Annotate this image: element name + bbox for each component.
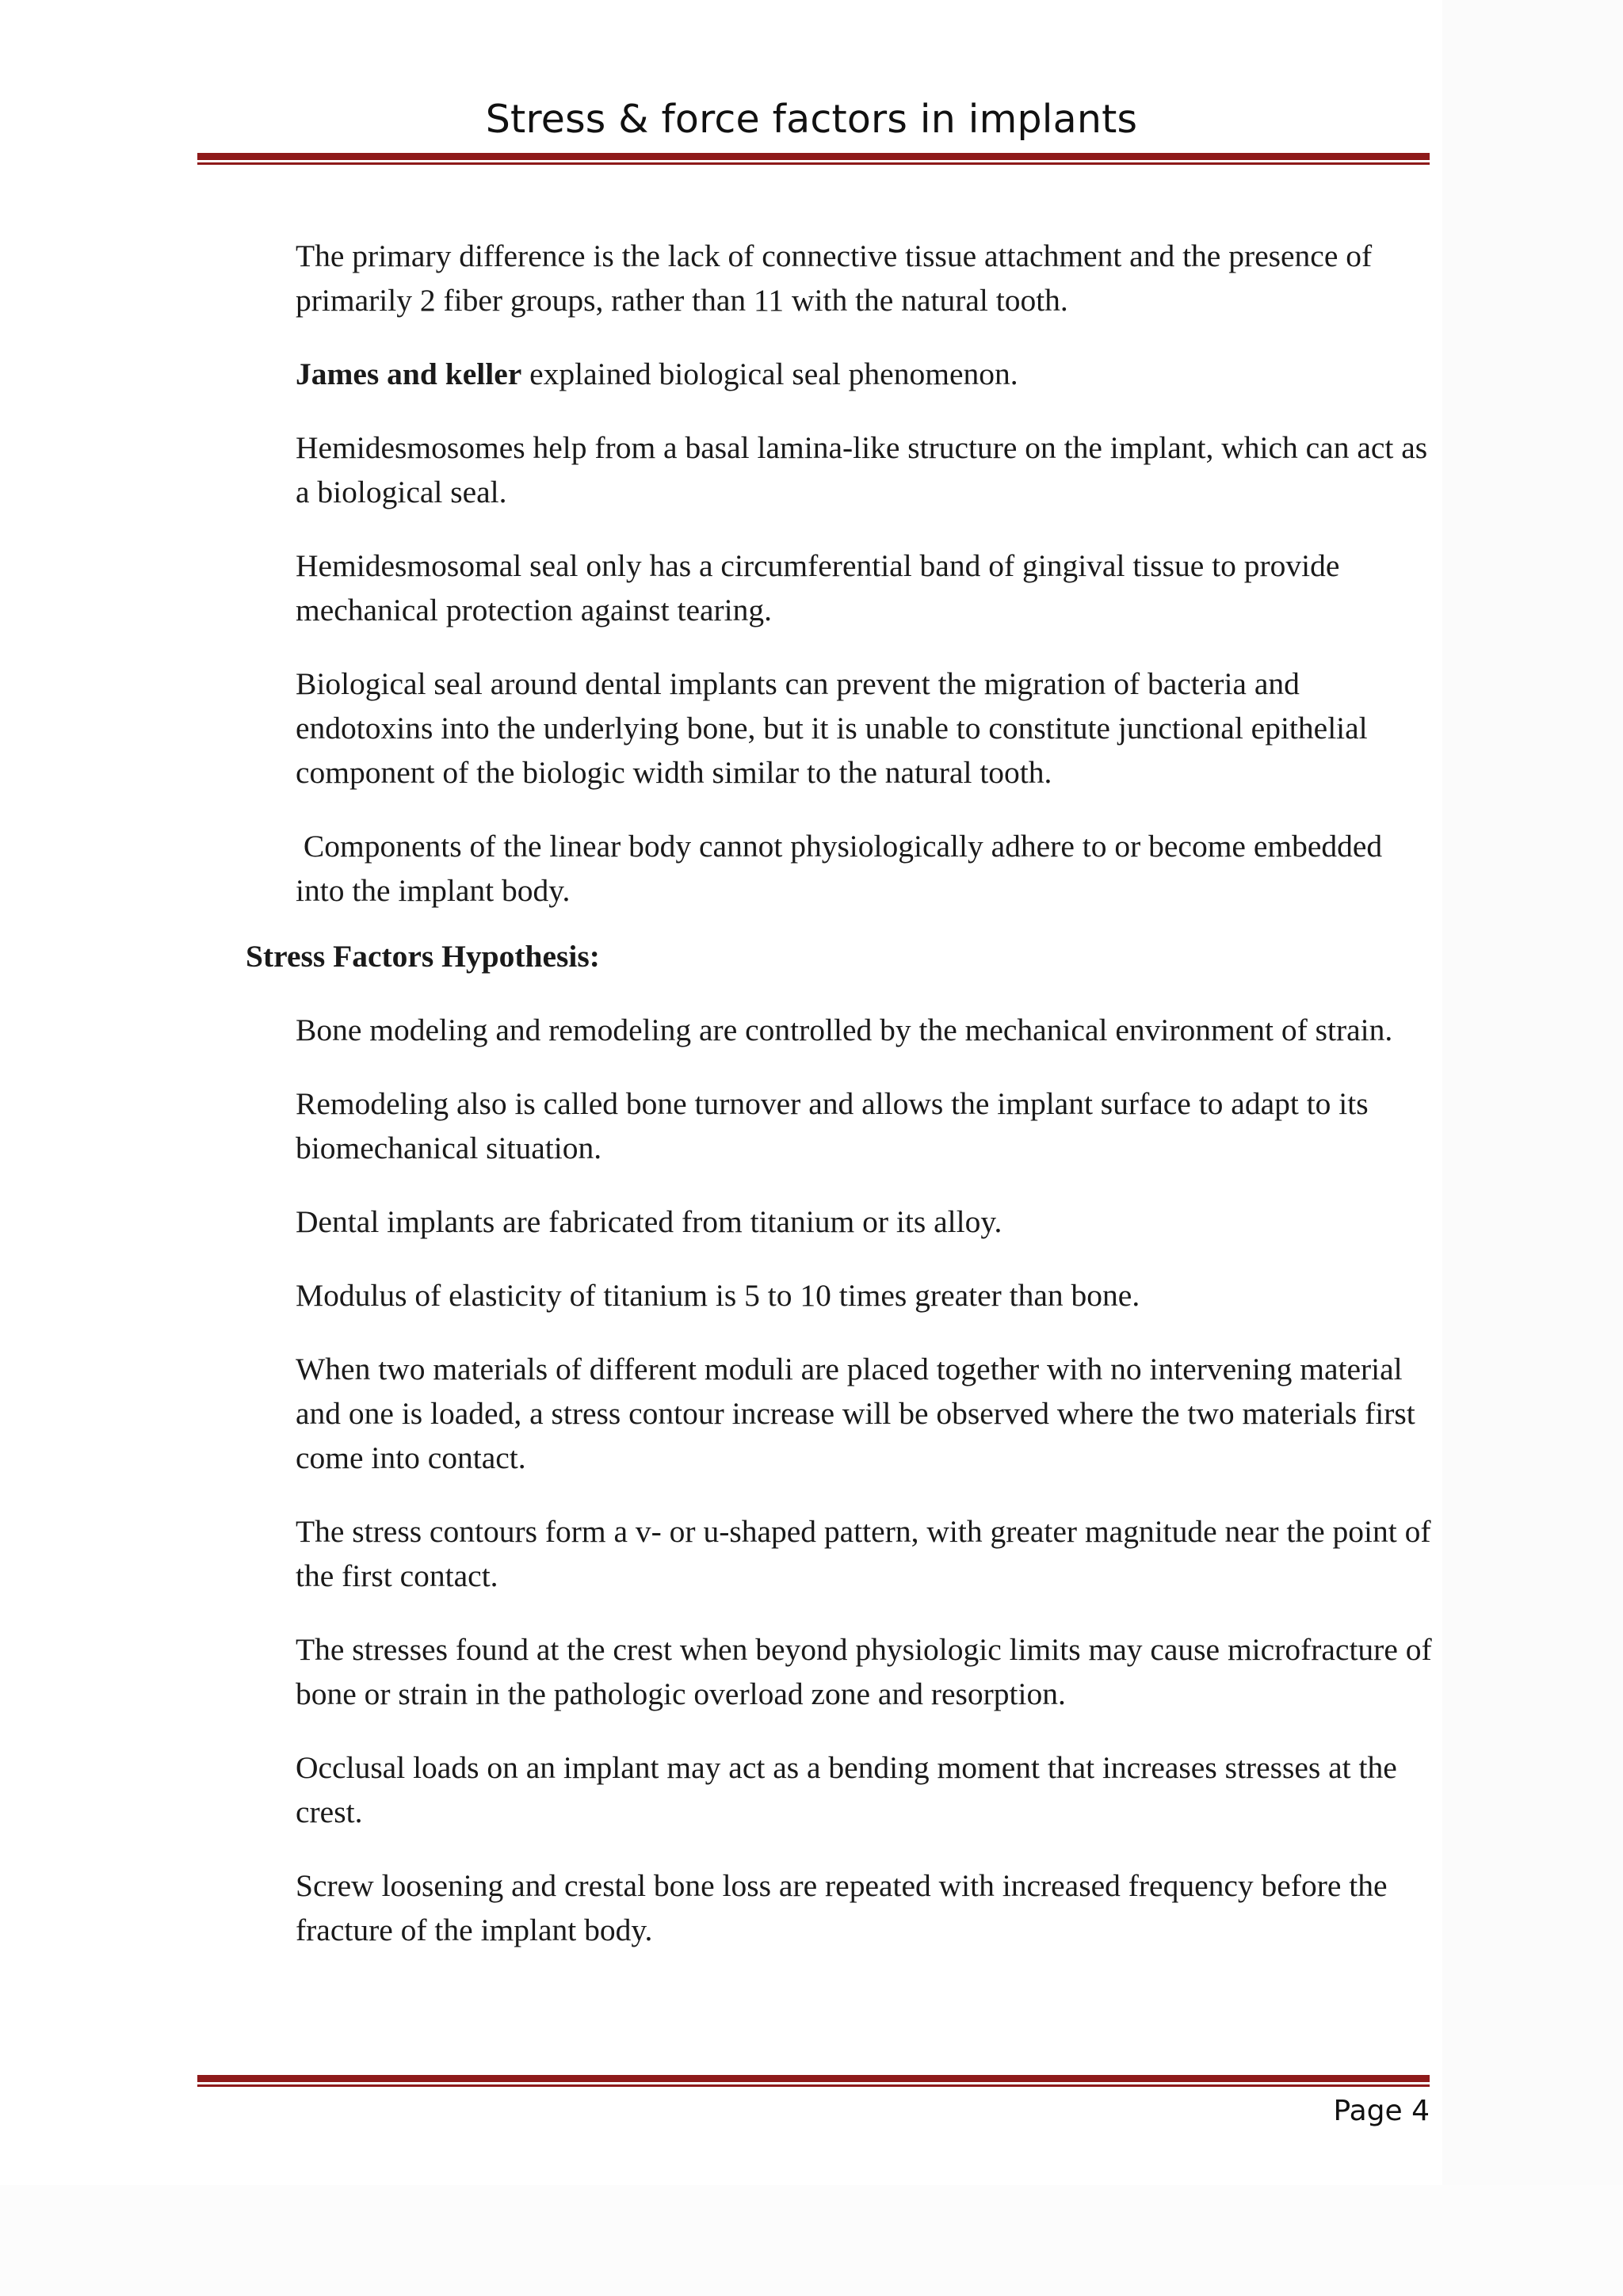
list-item-text: Bone modeling and remodeling are controlled by the mechanical environment of strain. [296, 1013, 1393, 1047]
document-body [246, 234, 1434, 1981]
footer-rule-thin [197, 2084, 1430, 2087]
list-item [246, 352, 1434, 396]
page-bottom-shade [0, 2185, 1623, 2296]
list-item-text: When two materials of different moduli are placed together with no intervening material and one is loaded, a stress contour increase will be observed where the two materials first come into contact. [296, 1352, 1415, 1475]
header-rule-thin [197, 162, 1430, 165]
list-item [246, 1081, 1434, 1170]
list-item-text: Screw loosening and crestal bone loss are repeated with increased frequency before the fracture of the implant body. [296, 1868, 1388, 1947]
header-rule-thick [197, 153, 1430, 160]
list-item [246, 824, 1434, 913]
list-item [246, 1273, 1434, 1318]
list-item-text: The stress contours form a v- or u-shaped pattern, with greater magnitude near the point of the first contact. [296, 1514, 1431, 1593]
list-item [246, 425, 1434, 514]
list-item [246, 234, 1434, 322]
page-header-title: Stress & force factors in implants [485, 97, 1138, 142]
list-item [246, 662, 1434, 795]
section-heading: Stress Factors Hypothesis: [246, 939, 600, 974]
list-item [246, 1509, 1434, 1598]
list-item-text: Hemidesmosomal seal only has a circumferential band of gingival tissue to provide mechanical protection against tearing. [296, 548, 1340, 627]
list-item-text: The stresses found at the crest when beyond physiologic limits may cause microfracture of bone or strain in the pathologic overload zone and resorption. [296, 1632, 1432, 1711]
list-item [246, 543, 1434, 632]
page-number: Page 4 [1333, 2095, 1430, 2127]
page-margin-shade [1442, 0, 1623, 2296]
list-item-text: Modulus of elasticity of titanium is 5 to 10 times greater than bone. [296, 1278, 1140, 1313]
list-item-text: Components of the linear body cannot physiologically adhere to or become embedded into the implant body. [296, 829, 1391, 908]
list-item-bold-text: James and keller [296, 357, 522, 391]
list-item-text: explained biological seal phenomenon. [521, 357, 1018, 391]
list-item-text: Biological seal around dental implants can prevent the migration of bacteria and endotoxins into the underlying bone, but it is unable to constitute junctional epithelial component of the biologic width similar to the natural tooth. [296, 666, 1368, 790]
list-item [246, 1347, 1434, 1480]
list-item [246, 1745, 1434, 1834]
list-item-text: The primary difference is the lack of connective tissue attachment and the presence of primarily 2 fiber groups, rather than 11 with the natural tooth. [296, 238, 1373, 318]
list-item-text: Occlusal loads on an implant may act as a bending moment that increases stresses at the crest. [296, 1750, 1397, 1829]
footer-rule-thick [197, 2075, 1430, 2082]
list-item-text: Remodeling also is called bone turnover and allows the implant surface to adapt to its biomechanical situation. [296, 1086, 1369, 1165]
list-item-text: Dental implants are fabricated from titanium or its alloy. [296, 1204, 1002, 1239]
list-item-text: Hemidesmosomes help from a basal lamina-like structure on the implant, which can act as a biological seal. [296, 430, 1428, 509]
list-item [246, 1627, 1434, 1716]
list-item [246, 1199, 1434, 1244]
list-item [246, 1863, 1434, 1952]
list-item [246, 1008, 1434, 1052]
